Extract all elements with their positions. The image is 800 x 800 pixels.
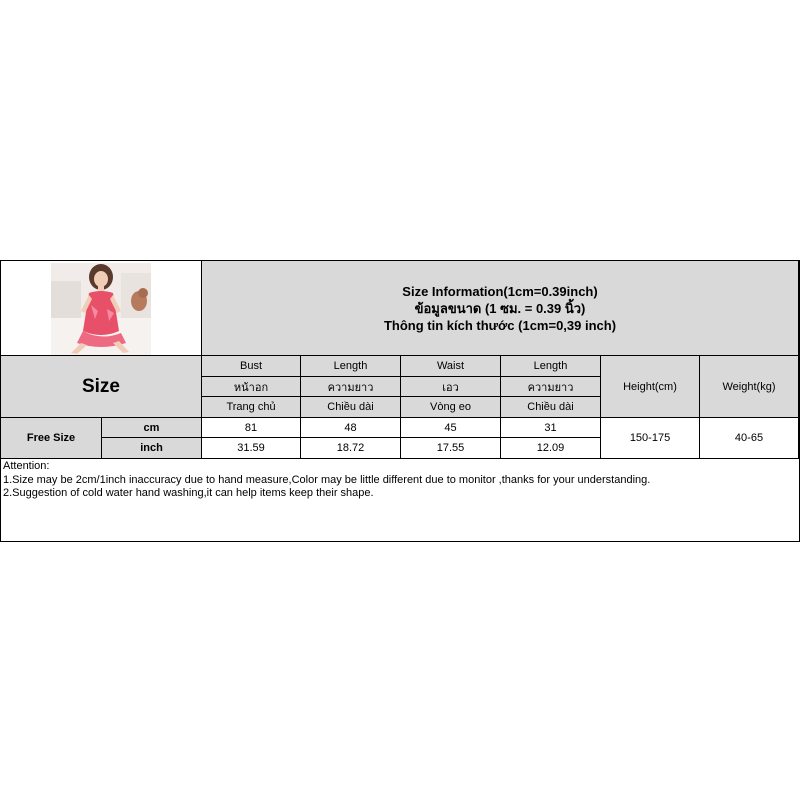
- unit-inch: inch: [102, 438, 202, 459]
- col-bust-en: Bust: [202, 356, 301, 377]
- product-photo: [51, 263, 151, 355]
- size-header: Size: [1, 356, 202, 418]
- attention-line-1: 1.Size may be 2cm/1inch inaccuracy due to hand measure,Color may be little different due to monitor ,thanks for your understanding.: [3, 473, 651, 486]
- title-thai: ข้อมูลขนาด (1 ซม. = 0.39 นิ้ว): [414, 300, 586, 316]
- unit-cm: cm: [102, 418, 202, 438]
- weight-value: 40-65: [700, 418, 799, 459]
- title-english: Size Information(1cm=0.39inch): [402, 283, 598, 299]
- col-length2-th: ความยาว: [501, 377, 601, 397]
- weight-header: Weight(kg): [700, 356, 799, 418]
- col-bust-vi: Trang chủ: [202, 397, 301, 418]
- col-length2-vi: Chiều dài: [501, 397, 601, 418]
- model-in-pink-dress-image: [51, 263, 151, 355]
- title-cell: [202, 261, 799, 356]
- attention-notes: [3, 460, 650, 501]
- col-waist-vi: Vòng eo: [401, 397, 501, 418]
- col-length-en: Length: [301, 356, 401, 377]
- attention-title: Attention:: [3, 460, 50, 472]
- photo-cell: [1, 261, 202, 356]
- col-length2-en: Length: [501, 356, 601, 377]
- cm-length2-value: 31: [501, 418, 601, 438]
- col-bust-th: หน้าอก: [202, 377, 301, 397]
- title-vietnamese: Thông tin kích thước (1cm=0,39 inch): [383, 317, 617, 333]
- col-waist-en: Waist: [401, 356, 501, 377]
- inch-bust-value: 31.59: [202, 438, 301, 459]
- free-size-label: Free Size: [1, 418, 102, 459]
- attention-line-2: 2.Suggestion of cold water hand washing,it can help items keep their shape.: [3, 487, 374, 499]
- size-chart: [0, 260, 800, 542]
- cm-length-value: 48: [301, 418, 401, 438]
- inch-length2-value: 12.09: [501, 438, 601, 459]
- col-length-vi: Chiều dài: [301, 397, 401, 418]
- height-value: 150-175: [601, 418, 700, 459]
- inch-waist-value: 17.55: [401, 438, 501, 459]
- height-header: Height(cm): [601, 356, 700, 418]
- inch-length-value: 18.72: [301, 438, 401, 459]
- cm-bust-value: 81: [202, 418, 301, 438]
- col-length-th: ความยาว: [301, 377, 401, 397]
- col-waist-th: เอว: [401, 377, 501, 397]
- cm-waist-value: 45: [401, 418, 501, 438]
